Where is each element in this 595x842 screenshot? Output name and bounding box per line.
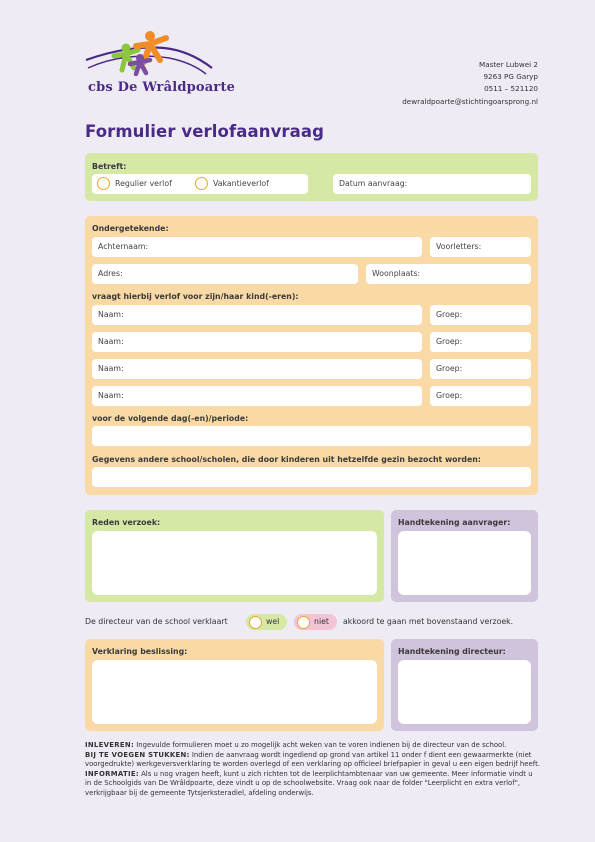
reden-panel xyxy=(85,510,384,602)
address-line: 9263 PG Garyp xyxy=(483,72,538,82)
adres-field[interactable]: Adres: xyxy=(92,264,358,284)
niet-option[interactable] xyxy=(294,614,337,630)
radio-vakantieverlof[interactable] xyxy=(195,177,208,190)
naam-field-3[interactable]: Naam: xyxy=(92,359,422,379)
groep-field-3[interactable]: Groep: xyxy=(430,359,531,379)
handtekening-directeur-label: Handtekening directeur: xyxy=(398,647,506,656)
groep-field-1[interactable]: Groep: xyxy=(430,305,531,325)
radio-regulier-verlof[interactable] xyxy=(97,177,110,190)
voorletters-field[interactable]: Voorletters: xyxy=(430,237,531,257)
handtekening-aanvrager-box[interactable] xyxy=(398,531,531,595)
betreft-label: Betreft: xyxy=(92,162,127,171)
radio-niet[interactable] xyxy=(297,616,310,629)
verklaring-panel xyxy=(85,639,384,731)
address-line: Master Lubwei 2 xyxy=(479,60,538,69)
handtekening-directeur-panel xyxy=(391,639,538,731)
wel-label: wel xyxy=(266,617,280,626)
radio-label-vakantie: Vakantieverlof xyxy=(213,179,269,188)
handtekening-aanvrager-panel xyxy=(391,510,538,602)
achternaam-field[interactable]: Achternaam: xyxy=(92,237,422,257)
footer-stukken: BIJ TE VOEGEN STUKKEN: Indien de aanvraag wordt ingediend op grond van artikel 11 onder f dient een gewaarmerkte (niet voorgedrukte) werkgeversverklaring te worden overlegd of een verklaring op officieel briefpapier in geval u een eigen bedrijf heeft. xyxy=(85,750,540,769)
ondergetekende-panel xyxy=(85,216,538,495)
reden-label: Reden verzoek: xyxy=(92,518,161,527)
groep-field-4[interactable]: Groep: xyxy=(430,386,531,406)
verklaring-textarea[interactable] xyxy=(92,660,377,724)
periode-field[interactable] xyxy=(92,426,531,446)
address-phone: 0511 – 521120 xyxy=(484,84,538,94)
ondergetekende-label: Ondergetekende: xyxy=(92,224,169,233)
woonplaats-field[interactable]: Woonplaats: xyxy=(366,264,531,284)
radio-wel[interactable] xyxy=(249,616,262,629)
handtekening-directeur-box[interactable] xyxy=(398,660,531,724)
logo-text: cbs De Wrâldpoarte xyxy=(88,80,236,95)
verlof-type-field xyxy=(92,174,308,194)
betreft-panel xyxy=(85,153,538,201)
periode-label: voor de volgende dag(-en)/periode: xyxy=(92,414,249,423)
groep-field-2[interactable]: Groep: xyxy=(430,332,531,352)
wel-option[interactable] xyxy=(246,614,287,630)
directeur-verklaart-text: De directeur van de school verklaart xyxy=(85,617,228,626)
naam-field-1[interactable]: Naam: xyxy=(92,305,422,325)
andere-school-label: Gegevens andere school/scholen, die door kinderen uit hetzelfde gezin bezocht worden: xyxy=(92,455,481,464)
radio-label-regulier: Regulier verlof xyxy=(115,179,172,188)
page-title: Formulier verlofaanvraag xyxy=(85,122,325,141)
naam-field-2[interactable]: Naam: xyxy=(92,332,422,352)
verklaring-label: Verklaring beslissing: xyxy=(92,647,188,656)
school-address xyxy=(402,59,538,108)
andere-school-field[interactable] xyxy=(92,467,531,487)
reden-textarea[interactable] xyxy=(92,531,377,595)
niet-label: niet xyxy=(314,617,329,626)
footer-informatie: INFORMATIE: Als u nog vragen heeft, kunt u zich richten tot de leerplichtambtenaar van uw gemeente. Meer informatie vindt u in de Schoolgids van De Wrâldpoarte, deze vindt u op de schoolwebsite. Vraag ook naar de folder "Leerplicht en extra verlof", verkrijgbaar bij de gemeente Tytsjerksteradiel, afdeling onderwijs. xyxy=(85,769,533,797)
handtekening-aanvrager-label: Handtekening aanvrager: xyxy=(398,518,511,527)
akkoord-text: akkoord te gaan met bovenstaand verzoek. xyxy=(343,617,514,626)
datum-aanvraag-field[interactable]: Datum aanvraag: xyxy=(333,174,531,194)
footer-inleveren: INLEVEREN: Ingevulde formulieren moet u zo mogelijk acht weken van te voren indienen bij de directeur van de school. xyxy=(85,741,507,749)
footer-info xyxy=(85,741,541,799)
naam-field-4[interactable]: Naam: xyxy=(92,386,422,406)
address-email: dewraldpoarte@stichtingoarsprong.nl xyxy=(402,96,538,106)
kind-label: vraagt hierbij verlof voor zijn/haar kind(-eren): xyxy=(92,292,299,301)
